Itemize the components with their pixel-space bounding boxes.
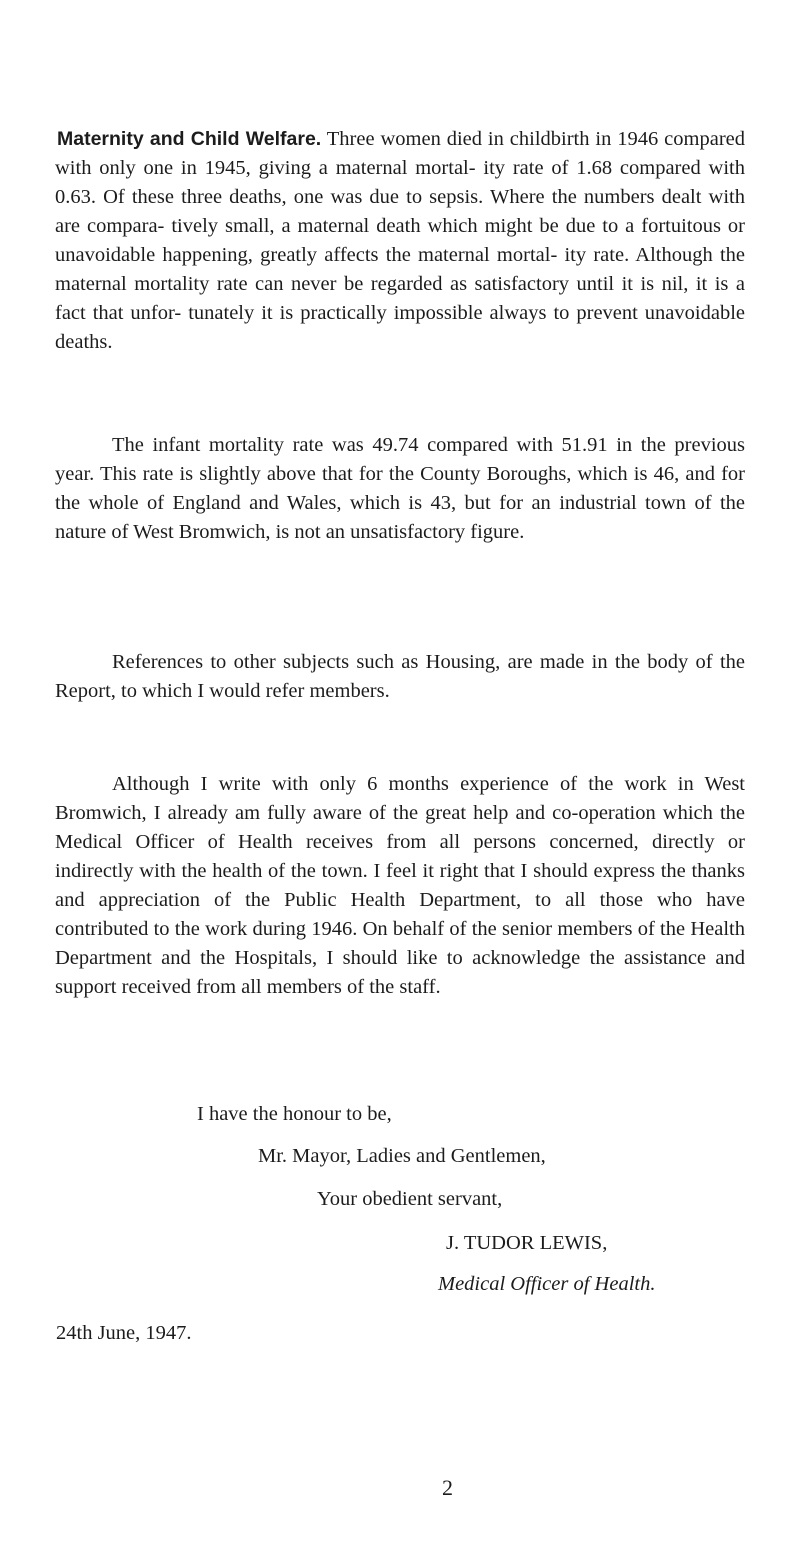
page-number: 2: [442, 1475, 453, 1500]
closing-salutation-line: Mr. Mayor, Ladies and Gentlemen,: [258, 1145, 546, 1167]
infant-mortality-paragraph: The infant mortality rate was 49.74 compared with 51.91 in the previous year. This rate is slightly above that for the County Boroughs, which is 46, and for the whole of England and Wales, which is 43, but for an industrial town of the nature of West Bromwich, is not an unsatisfactory figure.: [55, 434, 745, 543]
acknowledgement-paragraph: Although I write with only 6 months experience of the work in West Bromwich, I already am fully aware of the great help and co-operation which the Medical Officer of Health receives from all persons concerned, directly or indirectly with the health of the town. I feel it right that I should express the thanks and appreciation of the Public Health Department, to all those who have contributed to the work during 1946. On behalf of the senior members of the Health Department and the Hospitals, I should like to acknowledge the assistance and support received from all members of the staff.: [55, 773, 745, 998]
references-paragraph: References to other subjects such as Housing, are made in the body of the Report, to which I would refer members.: [55, 651, 745, 702]
maternity-heading: Maternity and Child Welfare.: [57, 128, 322, 150]
signature-name: J. TUDOR LEWIS,: [446, 1232, 608, 1254]
maternity-body: Three women died in childbirth in 1946 compared with only one in 1945, giving a maternal mortal- ity rate of 1.68 compared with 0.63. Of these three deaths, one was due to sepsis. Where the numbers dealt with are compara- tively small, a maternal death which might be due to a fortuitous or unavoidable happening, greatly affects the maternal mortal- ity rate. Although the maternal mortality rate can never be regarded as satisfactory until it is nil, it is a fact that unfor- tunately it is practically impossible always to prevent unavoidable deaths.: [55, 128, 745, 353]
letter-date: 24th June, 1947.: [56, 1322, 192, 1344]
closing-honour-line: I have the honour to be,: [197, 1103, 392, 1125]
signature-title: Medical Officer of Health.: [438, 1273, 656, 1295]
closing-servant-line: Your obedient servant,: [317, 1188, 503, 1210]
maternity-paragraph: [55, 125, 745, 357]
